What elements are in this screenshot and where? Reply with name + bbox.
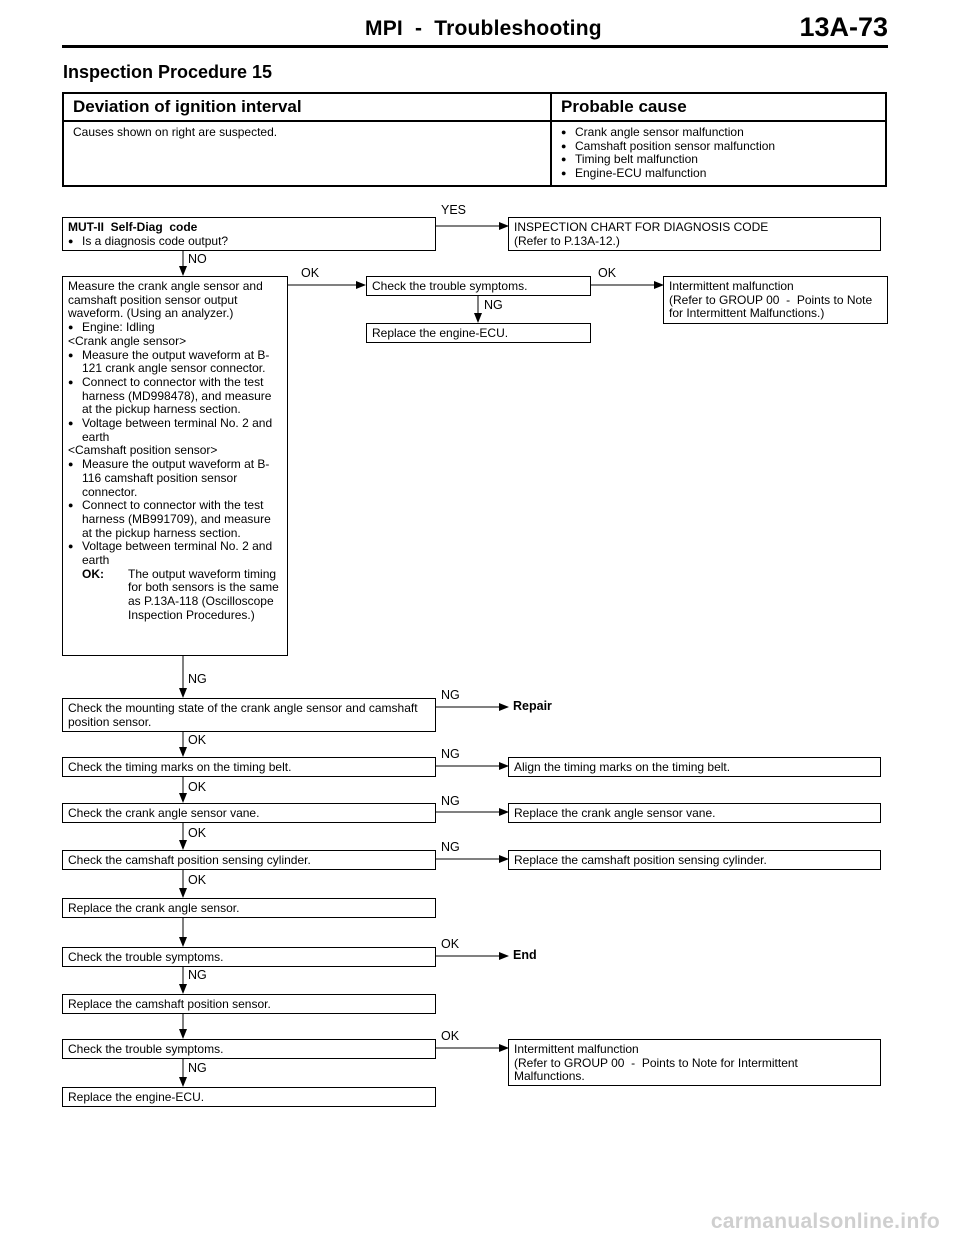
step2-subheading: <Camshaft position sensor>	[68, 443, 218, 458]
step6-ng-label: NG	[441, 840, 460, 854]
step1-title: MUT-II Self-Diag code	[68, 220, 198, 234]
step1-no-label: NO	[188, 252, 207, 266]
step8-ng-label: NG	[188, 968, 207, 982]
step2-ok-criteria	[68, 568, 282, 623]
step5-ok-label: OK	[188, 826, 207, 840]
page-number: 13A-73	[799, 12, 888, 42]
step6-ok-label: OK	[188, 873, 207, 887]
cause-item: ● Timing belt malfunction	[561, 153, 876, 167]
step2-waveform-box	[62, 276, 288, 656]
step2-bullet: ● Voltage between terminal No. 2 and earth	[68, 417, 282, 444]
step3-result-repair: Repair	[513, 699, 552, 713]
step2-bullet: ● Measure the output waveform at B-121 crank angle sensor connector.	[68, 349, 282, 376]
cause-table-header-probable: Probable cause	[551, 93, 886, 121]
step10-ng-label: NG	[188, 1061, 207, 1075]
step1-question: ● Is a diagnosis code output?	[68, 235, 430, 249]
step3-mounting-box: Check the mounting state of the crank angle sensor and camshaft position sensor.	[62, 698, 436, 732]
step8-ok-label: OK	[441, 937, 460, 951]
step7-replace-crank-sensor-box: Replace the crank angle sensor.	[62, 898, 436, 918]
diag-code-chart-line2: (Refer to P.13A-12.)	[514, 233, 620, 248]
cause-item: ● Crank angle sensor malfunction	[561, 126, 876, 140]
step5-result-box: Replace the crank angle sensor vane.	[508, 803, 881, 823]
intermittent-1-line: (Refer to GROUP 00 - Points to Note	[669, 292, 873, 307]
step3-ng-label: NG	[441, 688, 460, 702]
intermittent-1-line: for Intermittent Malfunctions.)	[669, 306, 825, 321]
check-symptoms-box-1: Check the trouble symptoms.	[366, 276, 591, 296]
check-symptoms-1-ng-label: NG	[484, 298, 503, 312]
step2-ok-branch-label: OK	[301, 266, 320, 280]
intermittent-box-1	[663, 276, 888, 324]
intermittent-2-line: Intermittent malfunction	[514, 1042, 639, 1056]
step2-ok-label: OK:	[82, 566, 104, 581]
step4-result-box: Align the timing marks on the timing belt.	[508, 757, 881, 777]
step5-vane-box: Check the crank angle sensor vane.	[62, 803, 436, 823]
step2-intro: Measure the crank angle sensor and camshaft position sensor output waveform. (Using an analyzer.)	[68, 279, 263, 321]
step6-result-box: Replace the camshaft position sensing cylinder.	[508, 850, 881, 870]
step2-ng-label: NG	[188, 672, 207, 686]
step5-ng-label: NG	[441, 794, 460, 808]
step2-ok-text: The output waveform timing for both sensors is the same as P.13A-118 (Oscilloscope Inspection Procedures.)	[128, 566, 279, 622]
step6-sensing-cylinder-box: Check the camshaft position sensing cylinder.	[62, 850, 436, 870]
step4-ok-label: OK	[188, 780, 207, 794]
step2-bullet: ● Connect to connector with the test harness (MB991709), and measure at the pickup harness section.	[68, 499, 282, 540]
step3-ok-label: OK	[188, 733, 207, 747]
step8-check-symptoms-box: Check the trouble symptoms.	[62, 947, 436, 967]
cause-table-suspected: Causes shown on right are suspected.	[63, 121, 551, 186]
step10-ok-label: OK	[441, 1029, 460, 1043]
step2-bullet: ● Measure the output waveform at B-116 camshaft position sensor connector.	[68, 458, 282, 499]
intermittent-1-line: Intermittent malfunction	[669, 279, 794, 293]
diag-code-chart-line1: INSPECTION CHART FOR DIAGNOSIS CODE	[514, 220, 769, 234]
step2-bullet: ● Voltage between terminal No. 2 and earth	[68, 540, 282, 567]
cause-item: ● Camshaft position sensor malfunction	[561, 140, 876, 154]
cause-item: ● Engine-ECU malfunction	[561, 167, 876, 181]
step11-replace-ecu-box: Replace the engine-ECU.	[62, 1087, 436, 1107]
intermittent-2-line: (Refer to GROUP 00 - Points to Note for Intermittent	[514, 1055, 798, 1070]
step2-bullet: ● Connect to connector with the test harness (MD998478), and measure at the pickup harness section.	[68, 376, 282, 417]
step8-result-end: End	[513, 948, 537, 962]
step2-subheading: <Crank angle sensor>	[68, 333, 187, 348]
step2-bullet: ● Engine: Idling	[68, 321, 282, 335]
step1-yes-label: YES	[441, 203, 467, 217]
step9-replace-camshaft-sensor-box: Replace the camshaft position sensor.	[62, 994, 436, 1014]
step4-timing-marks-box: Check the timing marks on the timing belt.	[62, 757, 436, 777]
intermittent-2-line: Malfunctions.	[514, 1069, 585, 1084]
step10-check-symptoms-box: Check the trouble symptoms.	[62, 1039, 436, 1059]
step4-ng-label: NG	[441, 747, 460, 761]
watermark: carmanualsonline.info	[710, 1210, 940, 1233]
header-title: MPI - Troubleshooting	[365, 17, 602, 40]
procedure-title: Inspection Procedure 15	[63, 62, 273, 82]
cause-table-header-deviation: Deviation of ignition interval	[63, 93, 551, 121]
step1-self-diag-box	[62, 217, 436, 251]
diag-code-chart-box	[508, 217, 881, 251]
replace-ecu-box-1: Replace the engine-ECU.	[366, 323, 591, 343]
intermittent-box-2	[508, 1039, 881, 1086]
check-symptoms-1-ok-label: OK	[598, 266, 617, 280]
